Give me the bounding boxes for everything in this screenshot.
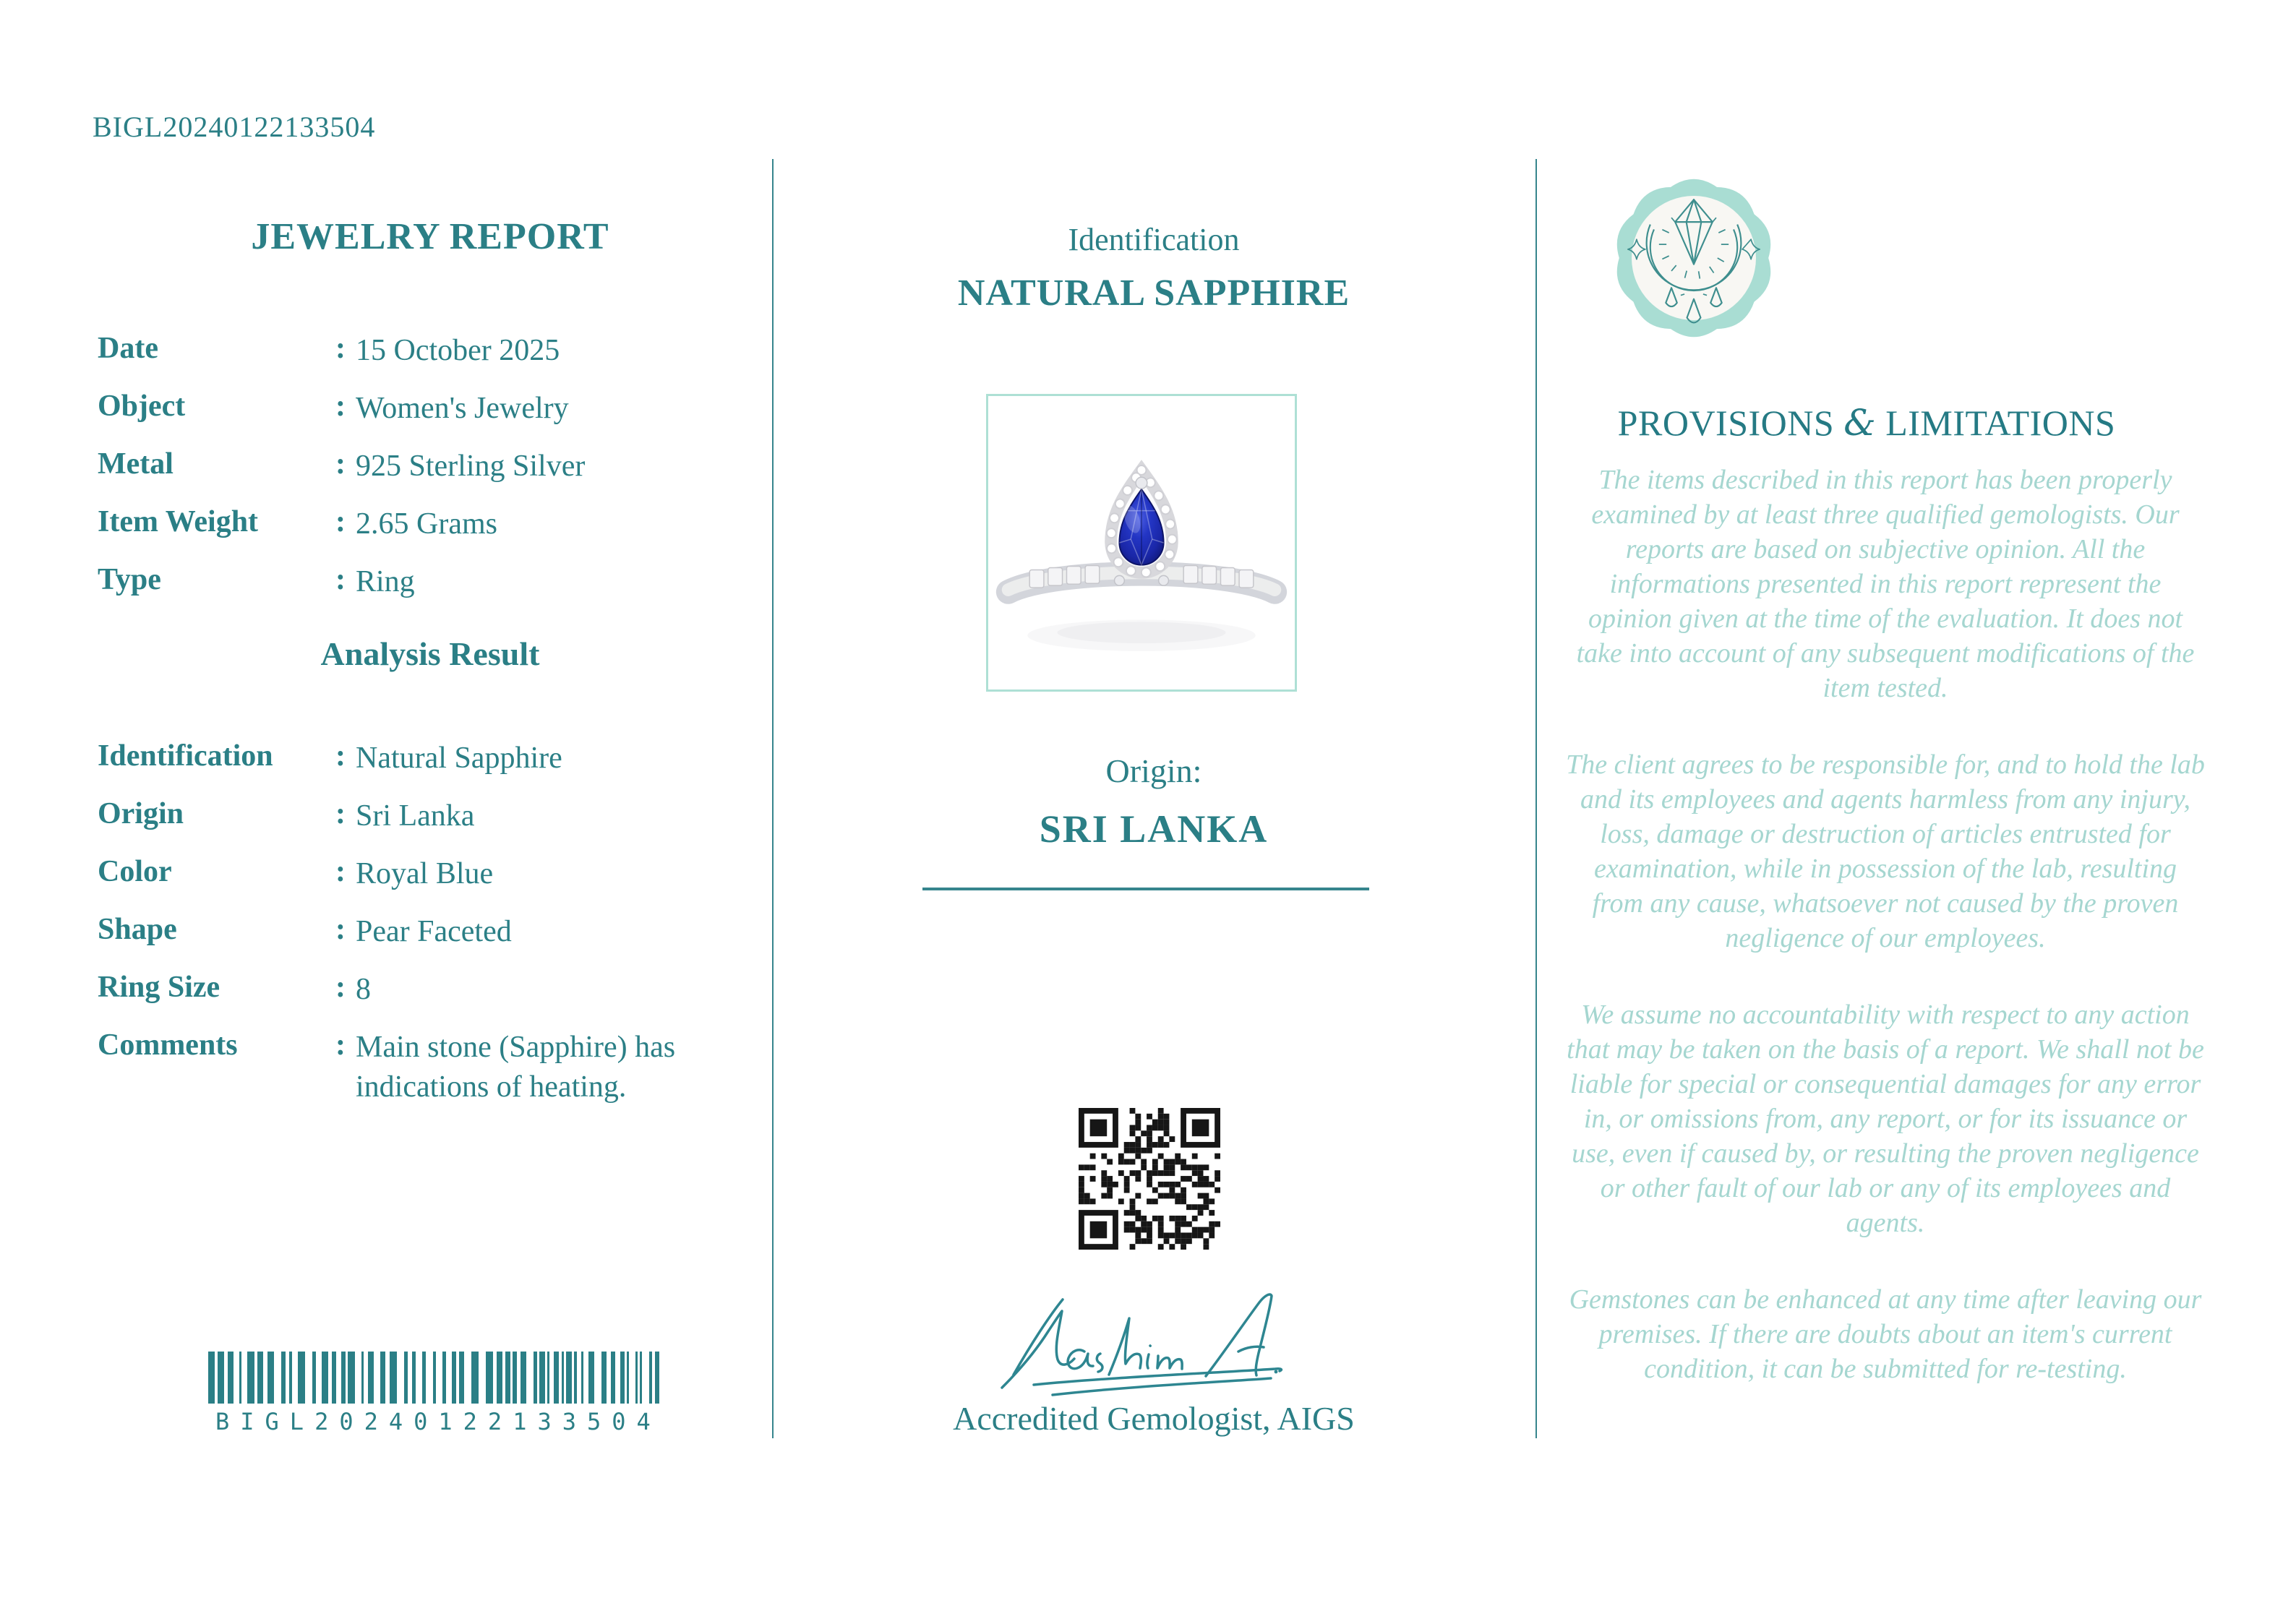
field-label: Identification: [98, 739, 273, 773]
field-row-ring-size: [98, 970, 748, 1028]
provisions-paragraph-2: The client agrees to be responsible for, and to hold the lab and its employees and agents harmless from any injury, loss, damage or destruction of articles entrusted for examination, while in possession of the lab, resulting from any cause, whatsoever not caused by the proven negligence of our employees.: [1566, 749, 2205, 953]
field-row-object: [98, 389, 748, 447]
barcode-text: BIGL20240122133504: [215, 1408, 661, 1435]
origin-underline: [922, 888, 1369, 890]
field-row-type: [98, 562, 748, 620]
origin-value: SRI LANKA: [1039, 807, 1269, 851]
analysis-fields: [98, 739, 748, 1108]
field-value: 925 Sterling Silver: [356, 450, 586, 483]
provisions-paragraph-4: Gemstones can be enhanced at any time after leaving our premises. If there are doubts about an item's current condition, it can be submitted for re-testing.: [1569, 1284, 2202, 1384]
gemologist-signature: [992, 1291, 1310, 1406]
barcode: [208, 1352, 659, 1435]
field-label: Origin: [98, 797, 184, 830]
field-label: Type: [98, 563, 161, 596]
field-row-identification: [98, 739, 748, 796]
field-value: Ring: [356, 565, 415, 598]
field-colon: :: [335, 1028, 346, 1062]
identification-value: NATURAL SAPPHIRE: [957, 272, 1350, 314]
page-title: JEWELRY REPORT: [251, 216, 609, 257]
column-divider-left: [772, 159, 774, 1438]
provisions-paragraphs: [1566, 463, 2205, 1428]
field-row-date: [98, 331, 748, 389]
field-label: Metal: [98, 447, 174, 481]
field-value: 8: [356, 973, 371, 1006]
signer-title: Accredited Gemologist, AIGS: [953, 1400, 1355, 1437]
field-value: Main stone (Sapphire) has indications of heating.: [356, 1031, 676, 1104]
provisions-heading: [1547, 402, 2186, 444]
field-label: Ring Size: [98, 971, 220, 1004]
field-colon: :: [335, 971, 346, 1004]
field-colon: :: [335, 447, 346, 481]
identification-section-label: Identification: [1068, 222, 1240, 257]
qr-code-icon: [1079, 1108, 1220, 1250]
field-value: 15 October 2025: [356, 334, 560, 367]
field-value: Sri Lanka: [356, 799, 475, 833]
field-label: Comments: [98, 1028, 238, 1062]
field-colon: :: [335, 739, 346, 773]
provisions-heading-left: PROVISIONS: [1617, 403, 1835, 443]
report-fields: [98, 331, 748, 620]
column-divider-right: [1535, 159, 1537, 1438]
analysis-result-heading: Analysis Result: [320, 635, 540, 672]
field-value: Pear Faceted: [356, 915, 512, 948]
field-colon: :: [335, 913, 346, 946]
field-colon: :: [335, 332, 346, 365]
field-label: Shape: [98, 913, 177, 946]
field-colon: :: [335, 390, 346, 423]
provisions-paragraph-1: The items described in this report has been properly examined by at least three qualified gemologists. Our reports are based on subjective opinion. All the informations presented in this report represent the opinion given at the time of the evaluation. It does not take into account of any subsequent modifications of the item tested.: [1576, 465, 2195, 703]
ampersand: &: [1843, 402, 1877, 444]
field-label: Object: [98, 390, 186, 423]
signature-icon: [992, 1291, 1310, 1406]
field-value: Royal Blue: [356, 857, 494, 890]
field-colon: :: [335, 505, 346, 538]
field-value: 2.65 Grams: [356, 507, 497, 541]
field-value: Natural Sapphire: [356, 742, 562, 775]
barcode-bars-icon: [208, 1352, 659, 1404]
field-row-color: [98, 854, 748, 912]
provisions-heading-right: LIMITATIONS: [1885, 403, 2116, 443]
report-number: BIGL20240122133504: [93, 111, 376, 143]
field-row-item-weight: [98, 504, 748, 562]
provisions-paragraph-3: We assume no accountability with respect to any action that may be taken on the basis of a report. We shall not be liable for special or consequential damages for any error in, or omissions from, any report, or for its issuance or use, even if caused by, or resulting the proven negligence or other fault of our lab or any of its employees and agents.: [1567, 1000, 2204, 1238]
ring-photo: [986, 394, 1297, 692]
field-label: Date: [98, 332, 158, 365]
field-label: Color: [98, 855, 172, 888]
sapphire-ring-image: [988, 396, 1295, 689]
origin-label: Origin:: [1105, 752, 1202, 789]
field-label: Item Weight: [98, 505, 259, 538]
field-colon: :: [335, 563, 346, 596]
lab-logo-badge: [1601, 165, 1787, 351]
gem-necklace-badge-icon: [1601, 165, 1787, 351]
field-colon: :: [335, 797, 346, 830]
field-value: Women's Jewelry: [356, 392, 569, 425]
qr-code: [1079, 1108, 1220, 1250]
field-row-origin: [98, 796, 748, 854]
field-colon: :: [335, 855, 346, 888]
field-row-comments: [98, 1028, 748, 1108]
field-row-shape: [98, 912, 748, 970]
field-row-metal: [98, 447, 748, 504]
